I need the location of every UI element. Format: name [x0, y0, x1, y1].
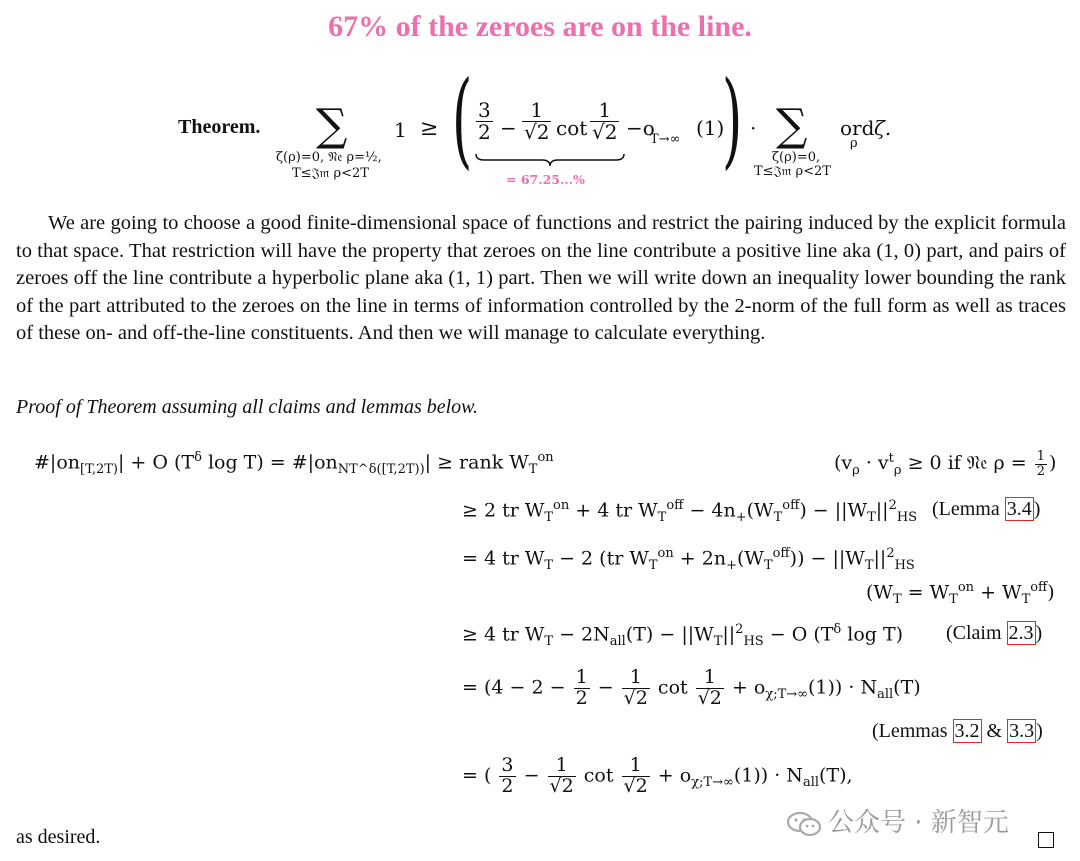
proof-line-5: ≥ 4 tr $W_T - 2N_{all}(T) - ||W_T||^2_{HS} - O$ ($T^\delta$ log T)	[462, 622, 904, 650]
sum-left-subscript-1: ζ(ρ)=0, 𝔑𝔢 ρ=½,	[276, 150, 382, 165]
underbrace	[474, 152, 626, 168]
frac-three-halves: $\frac{3}{2}$	[478, 98, 491, 144]
qed-square	[1038, 832, 1054, 848]
watermark-text: 公众号 · 新智元	[828, 808, 1009, 838]
theorem-label: Theorem.	[178, 116, 261, 138]
cdot: ·	[750, 116, 757, 140]
paren-open: (	[452, 58, 473, 180]
little-o-arg: (1)	[696, 116, 725, 140]
underbrace-label: = 67.25...%	[506, 172, 585, 187]
sum-right-subscript-2: T≤𝔍𝔪 ρ<2T	[754, 164, 831, 179]
cot-1: cot	[556, 116, 588, 140]
lemma-3-4-link[interactable]: 3.4	[1006, 498, 1032, 520]
wechat-icon	[786, 811, 822, 837]
frac-one-sqrt2-b: $\frac{1}{√2}$	[592, 98, 618, 144]
proof-note-4: $(W_T = W_T^{on} + W_T^{off})$	[866, 580, 1055, 608]
zeta-symbol: ζ.	[874, 116, 892, 140]
lemmas-3-2-3-3-note: (Lemmas 3.2 & 3.3 )	[872, 720, 1043, 742]
page-title: 67% of the zeroes are on the line.	[328, 10, 752, 43]
lemma-3-2-link[interactable]: 3.2	[954, 720, 980, 742]
sum-symbol-left: ∑	[316, 100, 348, 151]
proof-heading: Proof of Theorem assuming all claims and lemmas below.	[16, 396, 479, 418]
sum-symbol-right: ∑	[776, 100, 808, 151]
claim-2-3-note: (Claim 2.3 )	[946, 622, 1043, 644]
ord-operator: ord	[840, 116, 875, 140]
proof-line-1: $\#|on_{[T,2T)}| + O$ ($T^\delta$ $\log T) = \#|on_{NT\^{}\delta([T,2T))}|$ ≥ rank $W_T^{on}$	[34, 450, 554, 478]
little-o-subscript: T→∞	[650, 132, 681, 147]
proof-line-3: = 4 tr $W_T - 2$ (tr $W_T^{on} + 2n_+(W_T^{off})) - ||W_T||^2_{HS}$	[462, 546, 915, 574]
closing-text: as desired.	[16, 826, 101, 848]
intro-paragraph	[16, 210, 1066, 348]
proof-line-7: = ( $\frac{3}{2}$ − $\frac{1}{√2}$ cot $\frac{1}{√2}$ + $o_{\chi;T\to\infty}(1)) \cdot N_{all}(T)$,	[462, 754, 853, 797]
intro-paragraph-text: We are going to choose a good finite-dimensional space of functions and restrict the pairing induced by the explicit formula to that space. That restriction will have the property that zeroes on the line contribute a positive line aka (1, 0) part, and pairs of zeroes off the line contribute a hyperbolic plane aka (1, 1) part. Then we will write down an inequality lower bounding the rank of the part attributed to the zeroes on the line in terms of information controlled by the 2-norm of the full form as well as traces of these on- and off-the-line constituents. And then we will manage to calculate everything.	[16, 212, 1066, 344]
proof-line-6: = (4 − 2 − $\frac{1}{2}$ − $\frac{1}{√2}$ cot $\frac{1}{√2}$ + $o_{\chi;T\to\infty}(1)) \cdot N_{all}(T)$	[462, 666, 921, 709]
minus-1: −	[500, 116, 517, 140]
proof-line-2: ≥ 2 tr $W_T^{on} + 4$ tr $W_T^{off} - 4n_+(W_T^{off}) - ||W_T||^2_{HS}$	[462, 498, 918, 526]
watermark	[786, 802, 1009, 839]
lemma-3-4-note: (Lemma 3.4 )	[932, 498, 1041, 520]
geq-symbol: ≥	[420, 116, 439, 141]
claim-2-3-link[interactable]: 2.3	[1008, 622, 1034, 644]
proof-note-1: ($v_\rho \cdot v^t_\rho \ge 0$ if 𝔑𝔢 ρ = $\frac{1}{2}$ )	[834, 449, 1057, 479]
summand-one: 1	[394, 118, 407, 142]
sum-right-subscript-1: ζ(ρ)=0,	[772, 150, 821, 165]
lemma-3-3-link[interactable]: 3.3	[1009, 720, 1035, 742]
little-o: −o	[626, 116, 655, 140]
paren-close: )	[722, 58, 743, 180]
frac-one-sqrt2: $\frac{1}{√2}$	[524, 98, 550, 144]
sum-left-subscript-2: T≤𝔍𝔪 ρ<2T	[292, 166, 369, 181]
ord-subscript: ρ	[850, 136, 858, 151]
